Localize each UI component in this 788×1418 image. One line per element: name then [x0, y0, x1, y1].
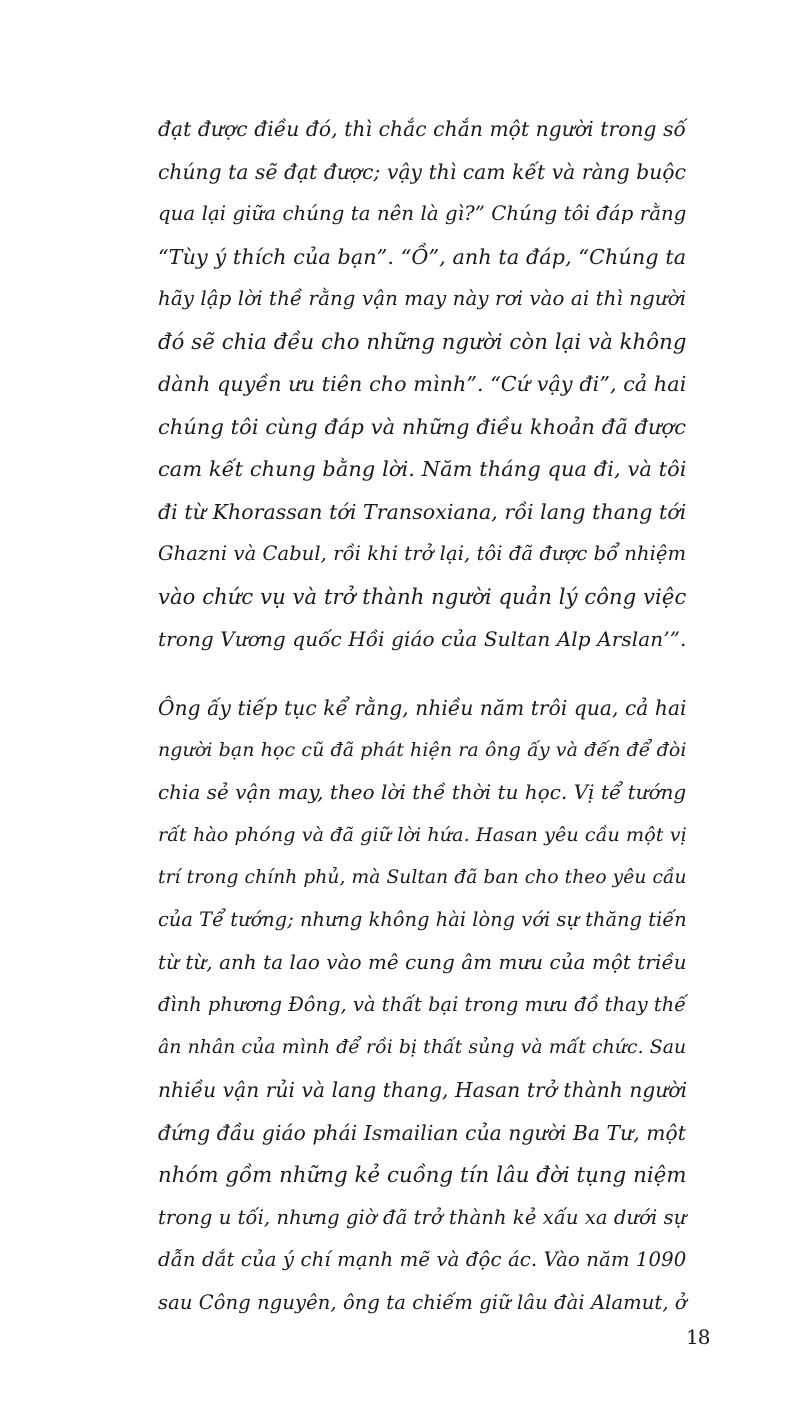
text-line: chia sẻ vận may, theo lời thề thời tu học. Vị tể tướng	[158, 780, 687, 804]
text-line: Ghazni và Cabul, rồi khi trở lại, tôi đã được bổ nhiệm	[158, 542, 687, 565]
text-line: đi từ Khorassan tới Transoxiana, rồi lang thang tới	[158, 499, 687, 524]
paragraph-1	[158, 108, 686, 661]
text-line: dẫn dắt của ý chí mạnh mẽ và độc ác. Vào năm 1090	[158, 1248, 687, 1271]
text-line: ân nhân của mình để rồi bị thất sủng và mất chức. Sau	[158, 1036, 687, 1058]
text-line: cam kết chung bằng lời. Năm tháng qua đi, và tôi	[158, 457, 687, 481]
paragraph-2	[158, 687, 686, 1325]
text-line: nhóm gồm những kẻ cuồng tín lâu đời tụng niệm	[158, 1162, 687, 1187]
text-line: dành quyền ưu tiên cho mình”. “Cứ vậy đi”, cả hai	[158, 372, 687, 396]
text-line: đình phương Đông, và thất bại trong mưu đồ thay thế	[158, 993, 687, 1016]
text-line: đạt được điều đó, thì chắc chắn một người trong số	[158, 117, 686, 141]
text-line: từ từ, anh ta lao vào mê cung âm mưu của một triều	[158, 950, 687, 974]
text-line: qua lại giữa chúng ta nên là gì?” Chúng tôi đáp rằng	[158, 202, 687, 225]
text-line: Ông ấy tiếp tục kể rằng, nhiều năm trôi qua, cả hai	[158, 695, 687, 720]
text-line: đó sẽ chia đều cho những người còn lại và không	[158, 328, 687, 354]
text-line: hãy lập lời thề rằng vận may này rơi vào ai thì người	[158, 287, 687, 310]
text-line: chúng ta sẽ đạt được; vậy thì cam kết và ràng buộc	[158, 159, 686, 184]
page-number: 18	[686, 1325, 710, 1349]
text-line: chúng tôi cùng đáp và những điều khoản đã được	[158, 414, 686, 439]
text-line: của Tể tướng; nhưng không hài lòng với sự thăng tiến	[158, 908, 687, 931]
text-line: trong Vương quốc Hồi giáo của Sultan Alp Arslan’”.	[158, 627, 687, 651]
text-line: vào chức vụ và trở thành người quản lý công việc	[158, 583, 687, 609]
text-line: sau Công nguyên, ông ta chiếm giữ lâu đài Alamut, ở	[158, 1290, 687, 1314]
text-line: “Tùy ý thích của bạn”. “Ồ”, anh ta đáp, “Chúng ta	[158, 244, 687, 269]
text-line: trí trong chính phủ, mà Sultan đã ban cho theo yêu cầu	[158, 866, 687, 888]
text-line: rất hào phóng và đã giữ lời hứa. Hasan yêu cầu một vị	[158, 823, 687, 846]
text-line: nhiều vận rủi và lang thang, Hasan trở thành người	[158, 1078, 688, 1102]
page-body	[158, 108, 686, 1324]
text-line: người bạn học cũ đã phát hiện ra ông ấy và đến để đòi	[158, 739, 687, 761]
text-line: đứng đầu giáo phái Ismailian của người Ba Tư, một	[158, 1120, 686, 1145]
text-line: trong u tối, nhưng giờ đã trở thành kẻ xấu xa dưới sự	[158, 1205, 687, 1229]
